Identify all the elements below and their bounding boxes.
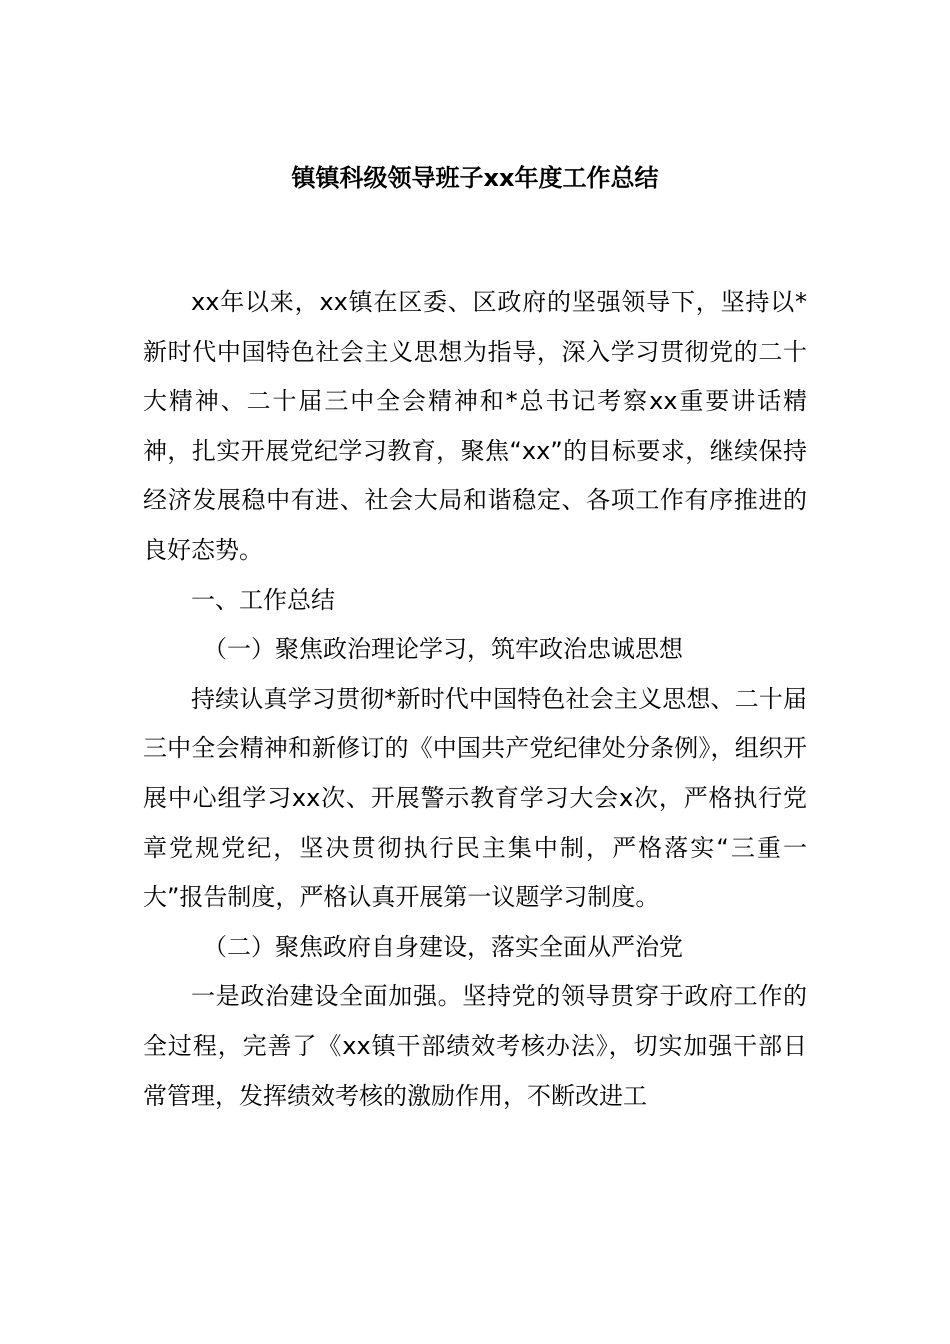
document-body [143, 278, 807, 1121]
subsection-paragraph-political-study: 持续认真学习贯彻*新时代中国特色社会主义思想、二十届三中全会精神和新修订的《中国共产党纪律处分条例》，组织开展中心组学习xx次、开展警示教育学习大会x次，严格执行党章党规党纪，坚决贯彻执行民主集中制，严格落实“三重一大”报告制度，严格认真开展第一议题学习制度。 [143, 684, 807, 912]
subsection-heading-political-study: （一）聚焦政治理论学习，筑牢政治忠诚思想 [203, 635, 683, 664]
subsection-paragraph-government-building: 一是政治建设全面加强。坚持党的领导贯穿于政府工作的全过程，完善了《xx镇干部绩效考核办法》，切实加强干部日常管理，发挥绩效考核的激励作用，不断改进工 [143, 982, 807, 1110]
intro-paragraph: xx年以来，xx镇在区委、区政府的坚强领导下，坚持以*新时代中国特色社会主义思想为指导，深入学习贯彻党的二十大精神、二十届三中全会精神和*总书记考察xx重要讲话精神，扎实开展党纪学习教育，聚焦“xx”的目标要求，继续保持经济发展稳中有进、社会大局和谐稳定、各项工作有序推进的良好态势。 [143, 288, 807, 564]
subsection-heading-government-building: （二）聚焦政府自身建设，落实全面从严治党 [203, 932, 683, 961]
section-heading-work-summary: 一、工作总结 [191, 585, 335, 614]
document-title: 镇镇科级领导班子xx年度工作总结 [291, 164, 659, 192]
